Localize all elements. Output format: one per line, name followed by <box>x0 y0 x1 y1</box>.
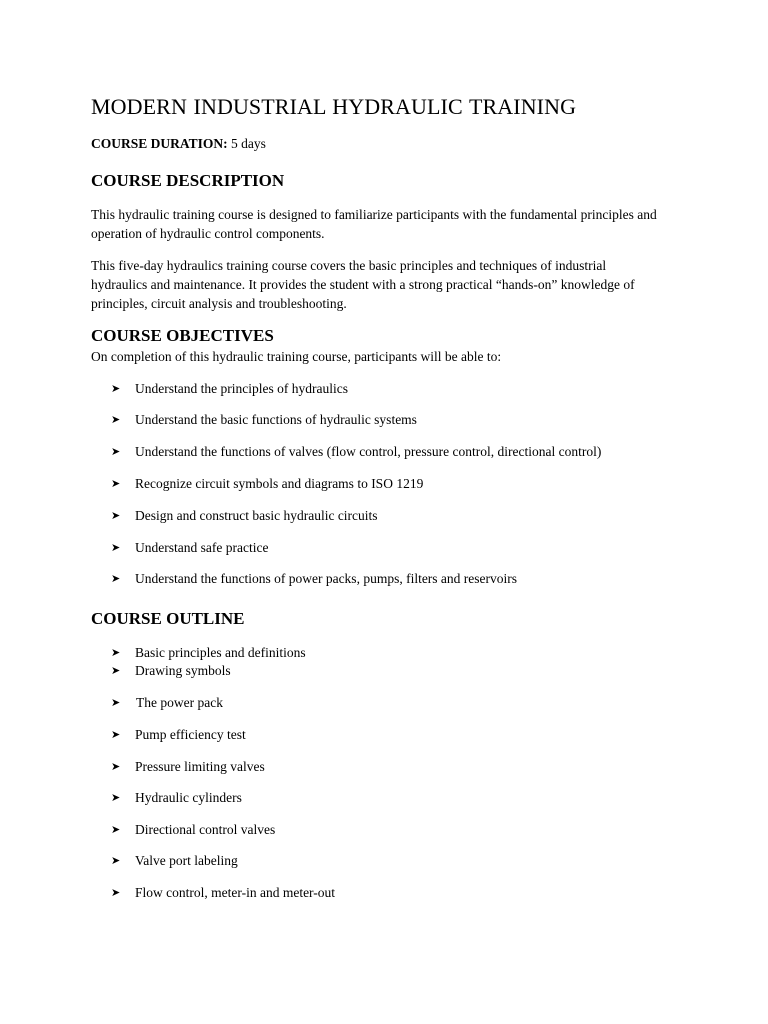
course-outline-heading: COURSE OUTLINE <box>91 609 245 628</box>
arrow-bullet-icon: ➤ <box>111 823 121 836</box>
arrow-bullet-icon: ➤ <box>111 509 121 522</box>
arrow-bullet-icon: ➤ <box>111 541 121 554</box>
document-page: MODERN INDUSTRIAL HYDRAULIC TRAINING COURSE DURATION: 5 days COURSE DESCRIPTION This hydraulic training course is designed to familiarize participants with the fundamental principles and operation of hydraulic control components. This five-day hydraulics training course covers the basic principles and techniques of industrial hydraulics and maintenance. It provides the student with a strong practical “hands-on” knowledge of principles, circuit analysis and troubleshooting. COURSE OBJECTIVES On completion of this hydraulic training course, participants will be able to: ➤ Understand the principles of hydraulics ➤ Understand the basic functions of hydraulic systems ➤ Understand the functions of valves (flow control, pressure control, directional control) ➤ Recognize circuit symbols and diagrams to ISO 1219 ➤ Design and construct basic hydraulic circuits ➤ Understand safe practice ➤ Understand the functions of power packs, pumps, filters and reservoirs COURSE OUTLINE ➤ Basic principles and definitions ➤ Drawing symbols ➤ The power pack ➤ Pump efficiency test ➤ Pressure limiting valves ➤ Hydraulic cylinders ➤ Directional control valves ➤ Valve port labeling ➤ Flow control, meter-in and meter-out <box>0 0 768 1024</box>
arrow-bullet-icon: ➤ <box>111 728 121 741</box>
objectives-intro: On completion of this hydraulic training course, participants will be able to: <box>91 349 502 364</box>
arrow-bullet-icon: ➤ <box>111 696 121 709</box>
arrow-bullet-icon: ➤ <box>111 445 121 458</box>
arrow-bullet-icon: ➤ <box>111 664 121 677</box>
course-description-heading: COURSE DESCRIPTION <box>91 171 285 190</box>
arrow-bullet-icon: ➤ <box>111 646 121 659</box>
arrow-bullet-icon: ➤ <box>111 886 121 899</box>
arrow-bullet-icon: ➤ <box>111 791 121 804</box>
arrow-bullet-icon: ➤ <box>111 854 121 867</box>
arrow-bullet-icon: ➤ <box>111 572 121 585</box>
arrow-bullet-icon: ➤ <box>111 413 121 426</box>
arrow-bullet-icon: ➤ <box>111 760 121 773</box>
course-duration-value: 5 days <box>231 136 266 151</box>
arrow-bullet-icon: ➤ <box>111 477 121 490</box>
course-objectives-heading: COURSE OBJECTIVES <box>91 326 274 345</box>
course-duration-label: COURSE DURATION: <box>91 136 228 151</box>
description-paragraph-2: This five-day hydraulics training course covers the basic principles and techniques of industrial hydraulics and maintenance. It provides the student with a strong practical “hands-on” knowledge of principles, circuit analysis and troubleshooting. <box>91 258 635 311</box>
document-title: MODERN INDUSTRIAL HYDRAULIC TRAINING <box>91 94 577 119</box>
arrow-bullet-icon: ➤ <box>111 382 121 395</box>
course-duration <box>91 136 266 152</box>
description-paragraph-1: This hydraulic training course is designed to familiarize participants with the fundamental principles and operation of hydraulic control components. <box>91 207 657 241</box>
